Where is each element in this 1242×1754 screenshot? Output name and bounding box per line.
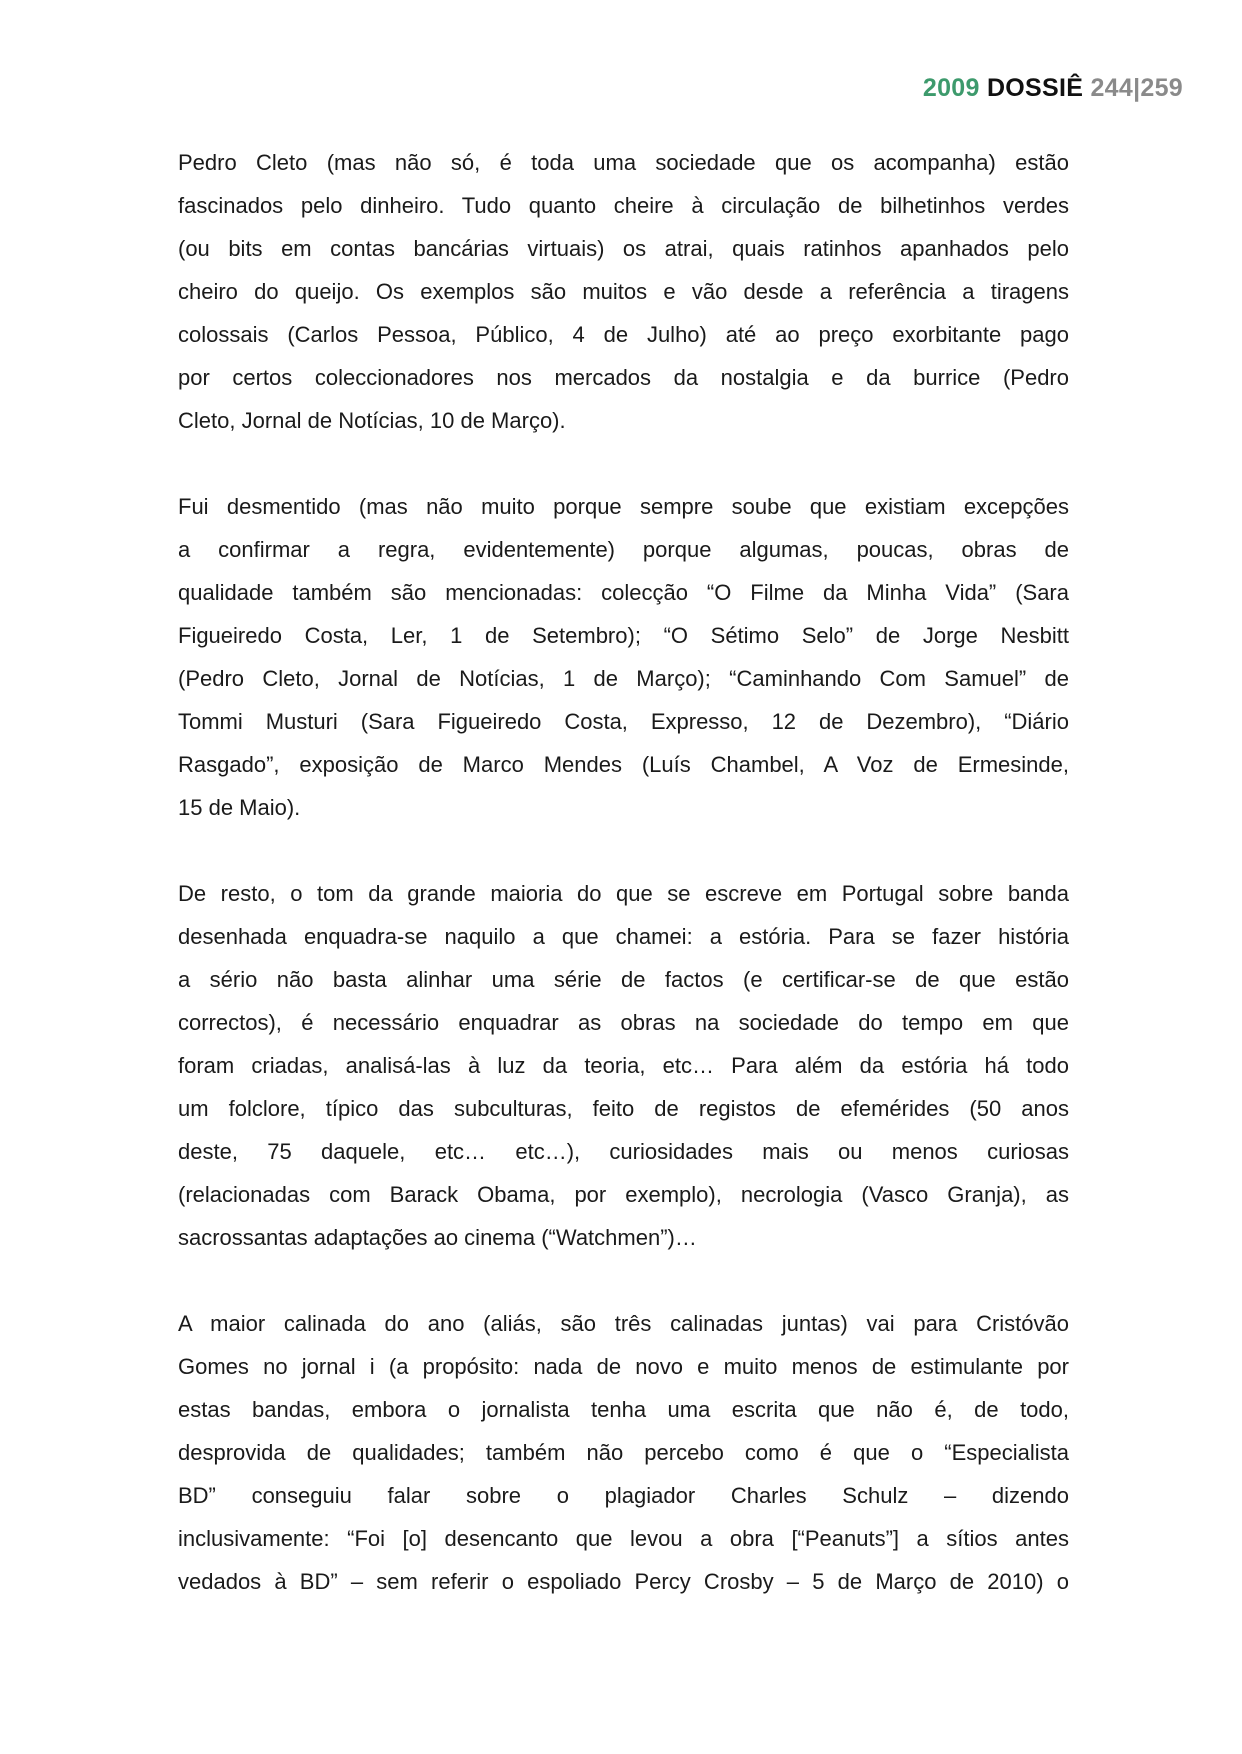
page-number: 244|259 (1090, 74, 1183, 102)
text-line: BD” conseguiu falar sobre o plagiador Charles Schulz – dizendo (178, 1483, 1069, 1508)
text-line: Cleto, Jornal de Notícias, 10 de Março). (178, 408, 566, 433)
text-line: foram criadas, analisá-las à luz da teoria, etc… Para além da estória há todo (178, 1053, 1069, 1078)
text-line: sacrossantas adaptações ao cinema (“Watchmen”)… (178, 1225, 697, 1250)
text-line: Tommi Musturi (Sara Figueiredo Costa, Expresso, 12 de Dezembro), “Diário (178, 709, 1069, 734)
text-line: Figueiredo Costa, Ler, 1 de Setembro); “O Sétimo Selo” de Jorge Nesbitt (178, 623, 1069, 648)
text-line: vedados à BD” – sem referir o espoliado Percy Crosby – 5 de Março de 2010) o (178, 1569, 1069, 1594)
text-line: correctos), é necessário enquadrar as obras na sociedade do tempo em que (178, 1010, 1069, 1035)
text-line: Gomes no jornal i (a propósito: nada de novo e muito menos de estimulante por (178, 1354, 1069, 1379)
text-line: um folclore, típico das subculturas, feito de registos de efemérides (50 anos (178, 1096, 1069, 1121)
paragraph (178, 485, 1069, 829)
text-line: Fui desmentido (mas não muito porque sempre soube que existiam excepções (178, 494, 1069, 519)
header-year: 2009 (922, 74, 980, 102)
text-line: desprovida de qualidades; também não percebo como é que o “Especialista (178, 1440, 1069, 1465)
text-line: De resto, o tom da grande maioria do que se escreve em Portugal sobre banda (178, 881, 1069, 906)
text-line: (ou bits em contas bancárias virtuais) os atrai, quais ratinhos apanhados pelo (178, 236, 1069, 261)
text-line: a sério não basta alinhar uma série de factos (e certificar-se de que estão (178, 967, 1069, 992)
text-line: qualidade também são mencionadas: colecção “O Filme da Minha Vida” (Sara (178, 580, 1069, 605)
text-line: (Pedro Cleto, Jornal de Notícias, 1 de Março); “Caminhando Com Samuel” de (178, 666, 1069, 691)
text-line: colossais (Carlos Pessoa, Público, 4 de Julho) até ao preço exorbitante pago (178, 322, 1069, 347)
text-line: cheiro do queijo. Os exemplos são muitos e vão desde a referência a tiragens (178, 279, 1069, 304)
paragraph (178, 1302, 1069, 1603)
text-line: estas bandas, embora o jornalista tenha uma escrita que não é, de todo, (178, 1397, 1069, 1422)
text-line: A maior calinada do ano (aliás, são três calinadas juntas) vai para Cristóvão (178, 1311, 1069, 1336)
text-line: desenhada enquadra-se naquilo a que chamei: a estória. Para se fazer história (178, 924, 1069, 949)
text-line: Pedro Cleto (mas não só, é toda uma sociedade que os acompanha) estão (178, 150, 1069, 175)
text-line: 15 de Maio). (178, 795, 301, 820)
text-line: por certos coleccionadores nos mercados da nostalgia e da burrice (Pedro (178, 365, 1069, 390)
body-text (178, 141, 1069, 1646)
text-line: fascinados pelo dinheiro. Tudo quanto cheire à circulação de bilhetinhos verdes (178, 193, 1069, 218)
paragraph (178, 141, 1069, 442)
text-line: Rasgado”, exposição de Marco Mendes (Luís Chambel, A Voz de Ermesinde, (178, 752, 1069, 777)
paragraph (178, 872, 1069, 1259)
text-line: (relacionadas com Barack Obama, por exemplo), necrologia (Vasco Granja), as (178, 1182, 1069, 1207)
text-line: inclusivamente: “Foi [o] desencanto que levou a obra [“Peanuts”] a sítios antes (178, 1526, 1069, 1551)
text-line: deste, 75 daquele, etc… etc…), curiosidades mais ou menos curiosas (178, 1139, 1069, 1164)
text-line: a confirmar a regra, evidentemente) porque algumas, poucas, obras de (178, 537, 1069, 562)
running-header (923, 74, 1183, 103)
header-title: DOSSIÊ (986, 74, 1084, 102)
